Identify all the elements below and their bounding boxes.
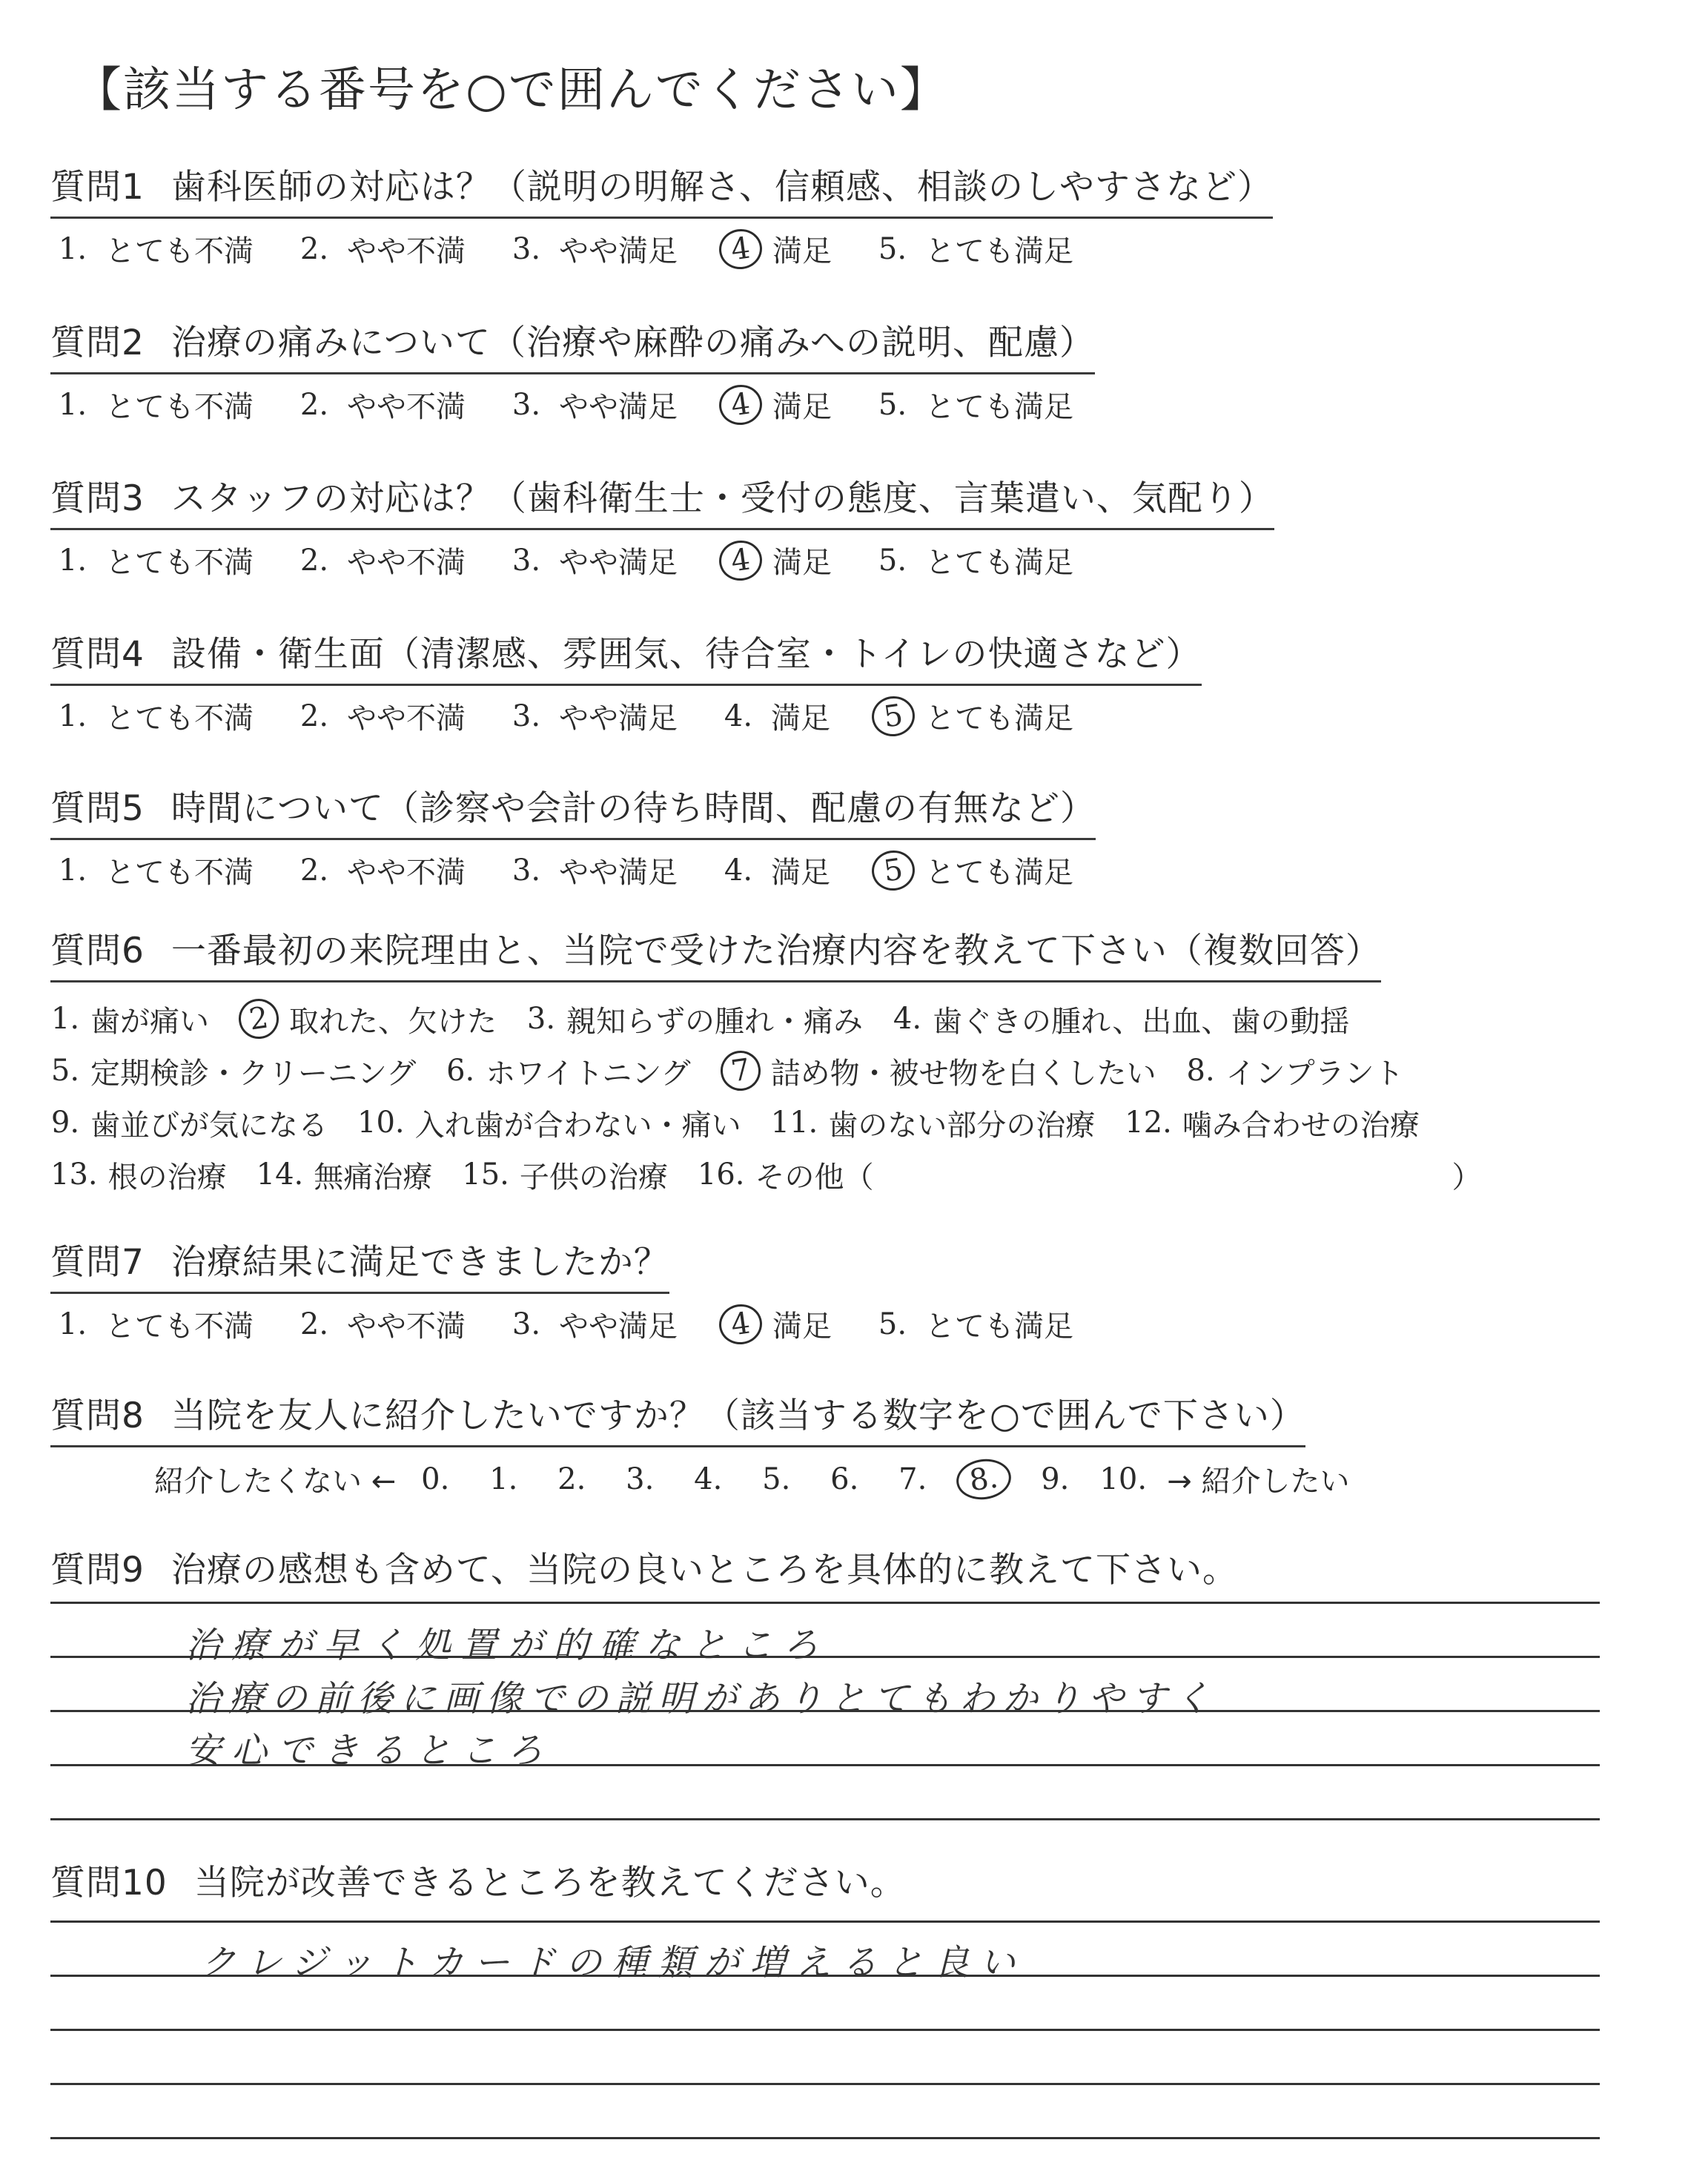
option-number: 5. bbox=[878, 231, 907, 266]
option-label: やや不満 bbox=[347, 390, 466, 424]
option-number: 2. bbox=[299, 543, 329, 578]
checkbox-option bbox=[256, 1154, 433, 1196]
option-number: 3. bbox=[512, 698, 541, 733]
question-text: 当院が改善できるところを教えてください。 bbox=[193, 1863, 906, 1903]
option-number: 1. bbox=[58, 853, 87, 888]
question-7 bbox=[50, 1235, 1115, 1345]
question-text: 治療結果に満足できましたか？ bbox=[171, 1242, 669, 1283]
option-label: とても満足 bbox=[925, 234, 1073, 268]
question-title bbox=[50, 471, 1274, 530]
question-title bbox=[50, 1235, 669, 1294]
option-label: とても不満 bbox=[105, 234, 254, 268]
option-number: 3. bbox=[512, 543, 541, 578]
option-label: 満足 bbox=[772, 234, 832, 268]
option-number: 12. bbox=[1125, 1106, 1172, 1140]
option-label: 満足 bbox=[772, 390, 832, 424]
scale-left-label: 紹介したくない ← bbox=[154, 1464, 397, 1499]
option-number: 2. bbox=[299, 698, 329, 733]
option-number: 3. bbox=[512, 853, 541, 888]
rating-option bbox=[53, 1303, 254, 1345]
option-label: とても満足 bbox=[925, 1309, 1073, 1344]
option-number: 2. bbox=[299, 1307, 329, 1341]
question-number: 質問3 bbox=[50, 478, 145, 519]
option-number: 1. bbox=[58, 698, 87, 733]
question-text: 一番最初の来院理由と、当院で受けた治療内容を教えて下さい（複数回答） bbox=[171, 931, 1381, 971]
question-number: 質問4 bbox=[50, 634, 145, 675]
rating-option bbox=[873, 1303, 1073, 1345]
rating-options bbox=[53, 695, 1202, 737]
option-number: 4. bbox=[893, 1002, 922, 1036]
rating-option bbox=[719, 695, 830, 737]
scale-value: 4. bbox=[694, 1462, 723, 1496]
handwritten-answer-line: 治療が早く処置が的確なところ bbox=[185, 1625, 830, 1666]
option-label: やや満足 bbox=[559, 701, 678, 736]
option-label: 取れた、欠けた bbox=[289, 1004, 497, 1039]
handwritten-answer-line: クレジットカードの種類が増えると良い bbox=[200, 1942, 1026, 1984]
option-label: とても満足 bbox=[925, 390, 1073, 424]
option-label: 歯ぐきの腫れ、出血、歯の動揺 bbox=[933, 1004, 1350, 1039]
option-label: とても不満 bbox=[105, 546, 254, 580]
scale-right-label: → 紹介したい bbox=[1167, 1464, 1350, 1499]
answer-line bbox=[50, 1920, 1600, 1923]
rating-option bbox=[872, 849, 1073, 891]
option-label: 満足 bbox=[771, 856, 830, 890]
option-number: 1. bbox=[58, 231, 87, 266]
rating-option bbox=[53, 383, 254, 426]
options-row bbox=[50, 1149, 1482, 1200]
rating-option bbox=[295, 539, 466, 581]
answer-line bbox=[50, 2083, 1600, 2085]
checkbox-option bbox=[526, 998, 863, 1040]
answer-line bbox=[50, 2137, 1600, 2139]
rating-option bbox=[873, 383, 1073, 426]
rating-option bbox=[719, 539, 832, 581]
scale-value: 3. bbox=[626, 1462, 655, 1496]
question-number: 質問6 bbox=[50, 931, 145, 971]
option-label: インプラント bbox=[1225, 1056, 1404, 1091]
rating-option bbox=[53, 539, 254, 581]
rating-option bbox=[507, 695, 678, 737]
circled-option-number: 4 bbox=[717, 1301, 765, 1347]
option-number: 3. bbox=[526, 1002, 556, 1036]
checkbox-option bbox=[50, 1050, 416, 1092]
rating-option bbox=[719, 849, 830, 891]
options-row bbox=[50, 993, 1482, 1045]
other-close-paren: ） bbox=[1452, 1160, 1482, 1195]
option-label: やや満足 bbox=[559, 856, 678, 890]
question-title bbox=[50, 627, 1202, 686]
checkbox-option bbox=[357, 1102, 741, 1144]
option-number: 11. bbox=[770, 1106, 818, 1140]
checkbox-option bbox=[50, 1102, 328, 1144]
checkbox-option bbox=[1125, 1102, 1420, 1144]
scale-value: 10. bbox=[1099, 1462, 1148, 1496]
option-number: 14. bbox=[256, 1157, 304, 1192]
option-label: 歯並びが気になる bbox=[90, 1108, 328, 1143]
instruction-heading: 【該当する番号を○で囲んでください】 bbox=[74, 63, 949, 118]
option-label: 子供の治療 bbox=[519, 1160, 668, 1195]
rating-option bbox=[507, 1303, 678, 1345]
question-title bbox=[50, 923, 1381, 982]
question-title bbox=[50, 781, 1096, 840]
option-number: 9. bbox=[50, 1106, 80, 1140]
option-label: 根の治療 bbox=[107, 1160, 227, 1195]
scale-value: 7. bbox=[898, 1462, 927, 1496]
checkbox-option bbox=[239, 998, 497, 1040]
option-number: 1. bbox=[50, 1002, 80, 1036]
rating-option bbox=[507, 228, 678, 270]
options-row bbox=[50, 1045, 1482, 1097]
option-label: とても満足 bbox=[925, 701, 1073, 736]
rating-options bbox=[53, 1303, 1115, 1345]
option-label: 歯が痛い bbox=[90, 1004, 209, 1039]
checkbox-option bbox=[698, 1154, 874, 1196]
circled-option-number: 2 bbox=[236, 997, 282, 1042]
option-label: 定期検診・クリーニング bbox=[90, 1056, 417, 1091]
option-label: とても不満 bbox=[105, 856, 254, 890]
option-number: 3. bbox=[512, 231, 541, 266]
scale-value: 5. bbox=[762, 1462, 791, 1496]
option-number: 4. bbox=[724, 698, 753, 733]
question-text: スタッフの対応は？（歯科衛生士・受付の態度、言葉遣い、気配り） bbox=[171, 478, 1274, 519]
answer-line bbox=[50, 1602, 1600, 1604]
question-6 bbox=[50, 923, 1482, 1200]
option-label: 満足 bbox=[771, 701, 830, 736]
option-label: やや満足 bbox=[559, 234, 678, 268]
rating-option bbox=[873, 539, 1073, 581]
option-number: 2. bbox=[299, 231, 329, 266]
question-title bbox=[50, 1855, 906, 1912]
option-number: 3. bbox=[512, 1307, 541, 1341]
option-label: とても不満 bbox=[105, 390, 254, 424]
question-text: 治療の感想も含めて、当院の良いところを具体的に教えて下さい。 bbox=[171, 1550, 1238, 1591]
option-label: ホワイトニング bbox=[486, 1056, 691, 1091]
rating-option bbox=[719, 383, 832, 426]
option-number: 16. bbox=[697, 1157, 745, 1192]
option-label: やや不満 bbox=[347, 1309, 466, 1344]
answer-line bbox=[50, 1818, 1600, 1820]
checkbox-option bbox=[50, 998, 209, 1040]
checkbox-option bbox=[721, 1050, 1156, 1092]
option-label: やや不満 bbox=[347, 701, 466, 736]
option-label: やや満足 bbox=[559, 1309, 678, 1344]
rating-option bbox=[53, 228, 254, 270]
scale-value: 2. bbox=[557, 1462, 586, 1496]
option-label: 噛み合わせの治療 bbox=[1182, 1108, 1420, 1143]
checkbox-option bbox=[446, 1050, 690, 1092]
scale-value: 1. bbox=[489, 1462, 518, 1496]
circled-option-number: 4 bbox=[717, 226, 765, 272]
option-number: 5. bbox=[878, 1307, 907, 1341]
circled-scale-value: 8. bbox=[954, 1456, 1014, 1503]
option-number: 5. bbox=[878, 387, 907, 422]
question-text: 歯科医師の対応は？（説明の明解さ、信頼感、相談のしやすさなど） bbox=[171, 167, 1274, 208]
checkbox-option bbox=[50, 1154, 227, 1196]
rating-option bbox=[872, 695, 1073, 737]
option-number: 1. bbox=[58, 1307, 87, 1341]
scale-value: 0. bbox=[421, 1462, 450, 1496]
option-label: その他（ bbox=[755, 1160, 874, 1195]
question-number: 質問2 bbox=[50, 323, 145, 363]
option-label: 詰め物・被せ物を白くしたい bbox=[770, 1056, 1156, 1091]
rating-options bbox=[53, 228, 1273, 270]
rating-option bbox=[295, 228, 466, 270]
multi-choice-options bbox=[50, 993, 1482, 1200]
circled-option-number: 5 bbox=[870, 693, 918, 739]
option-label: 満足 bbox=[772, 1309, 832, 1344]
question-5 bbox=[50, 781, 1115, 891]
question-10 bbox=[50, 1855, 906, 1912]
checkbox-option bbox=[1186, 1050, 1404, 1092]
options-row bbox=[50, 1097, 1482, 1149]
option-label: やや不満 bbox=[347, 234, 466, 268]
question-title bbox=[50, 159, 1273, 219]
option-label: 親知らずの腫れ・痛み bbox=[566, 1004, 863, 1039]
question-9 bbox=[50, 1542, 1238, 1599]
option-number: 1. bbox=[58, 543, 87, 578]
rating-option bbox=[295, 849, 466, 891]
rating-option bbox=[295, 695, 466, 737]
option-number: 5. bbox=[878, 543, 907, 578]
rating-options bbox=[53, 539, 1274, 581]
handwritten-answer-line: 安心できるところ bbox=[185, 1730, 554, 1771]
rating-option bbox=[295, 383, 466, 426]
question-number: 質問10 bbox=[50, 1863, 168, 1903]
question-text: 時間について（診察や会計の待ち時間、配慮の有無など） bbox=[171, 788, 1096, 829]
option-label: とても不満 bbox=[105, 1309, 254, 1344]
checkbox-option bbox=[893, 998, 1349, 1040]
rating-option bbox=[719, 1303, 832, 1345]
option-number: 10. bbox=[357, 1106, 405, 1140]
question-text: 治療の痛みについて（治療や麻酔の痛みへの説明、配慮） bbox=[171, 323, 1096, 363]
question-1 bbox=[50, 159, 1273, 270]
option-label: 無痛治療 bbox=[314, 1160, 433, 1195]
rating-options bbox=[53, 383, 1115, 426]
option-number: 13. bbox=[50, 1157, 98, 1192]
question-3 bbox=[50, 471, 1274, 581]
option-label: 入れ歯が合わない・痛い bbox=[414, 1108, 741, 1143]
question-title bbox=[50, 1542, 1238, 1599]
option-number: 3. bbox=[512, 387, 541, 422]
rating-option bbox=[295, 1303, 466, 1345]
option-number: 1. bbox=[58, 387, 87, 422]
option-label: やや満足 bbox=[559, 390, 678, 424]
question-4 bbox=[50, 627, 1202, 737]
option-label: 歯のない部分の治療 bbox=[828, 1108, 1096, 1143]
rating-option bbox=[507, 383, 678, 426]
circled-option-number: 4 bbox=[717, 538, 765, 584]
circled-option-number: 5 bbox=[870, 848, 918, 894]
question-number: 質問1 bbox=[50, 167, 145, 208]
option-number: 15. bbox=[462, 1157, 509, 1192]
checkbox-option bbox=[771, 1102, 1096, 1144]
recommend-scale bbox=[154, 1458, 1364, 1500]
question-number: 質問9 bbox=[50, 1550, 145, 1591]
question-8 bbox=[50, 1388, 1364, 1500]
checkbox-option bbox=[462, 1154, 668, 1196]
question-title bbox=[50, 1388, 1305, 1447]
circled-option-number: 4 bbox=[717, 382, 765, 428]
question-number: 質問5 bbox=[50, 788, 145, 829]
option-label: やや不満 bbox=[347, 546, 466, 580]
question-text: 設備・衛生面（清潔感、雰囲気、待合室・トイレの快適さなど） bbox=[171, 634, 1202, 675]
option-number: 4. bbox=[724, 853, 753, 888]
rating-option bbox=[507, 539, 678, 581]
option-label: 満足 bbox=[772, 546, 832, 580]
option-label: とても不満 bbox=[105, 701, 254, 736]
option-number: 5. bbox=[50, 1054, 80, 1088]
option-label: やや不満 bbox=[347, 856, 466, 890]
rating-option bbox=[507, 849, 678, 891]
question-number: 質問7 bbox=[50, 1242, 145, 1283]
option-label: とても満足 bbox=[925, 546, 1073, 580]
rating-option bbox=[719, 228, 832, 270]
option-label: やや満足 bbox=[559, 546, 678, 580]
rating-option bbox=[53, 849, 254, 891]
answer-line bbox=[50, 2029, 1600, 2031]
rating-options bbox=[53, 849, 1115, 891]
question-2 bbox=[50, 315, 1115, 426]
handwritten-answer-line: 治療の前後に画像での説明がありとてもわかりやすく bbox=[185, 1678, 1218, 1720]
option-number: 2. bbox=[299, 853, 329, 888]
question-number: 質問8 bbox=[50, 1396, 145, 1436]
scale-value: 9. bbox=[1041, 1462, 1070, 1496]
scale-value: 6. bbox=[830, 1462, 859, 1496]
rating-option bbox=[873, 228, 1073, 270]
option-label: とても満足 bbox=[925, 856, 1073, 890]
circled-option-number: 7 bbox=[718, 1048, 763, 1094]
option-number: 6. bbox=[446, 1054, 475, 1088]
question-title bbox=[50, 315, 1095, 374]
question-text: 当院を友人に紹介したいですか？（該当する数字を○で囲んで下さい） bbox=[171, 1396, 1305, 1436]
option-number: 2. bbox=[299, 387, 329, 422]
option-number: 8. bbox=[1186, 1054, 1215, 1088]
rating-option bbox=[53, 695, 254, 737]
